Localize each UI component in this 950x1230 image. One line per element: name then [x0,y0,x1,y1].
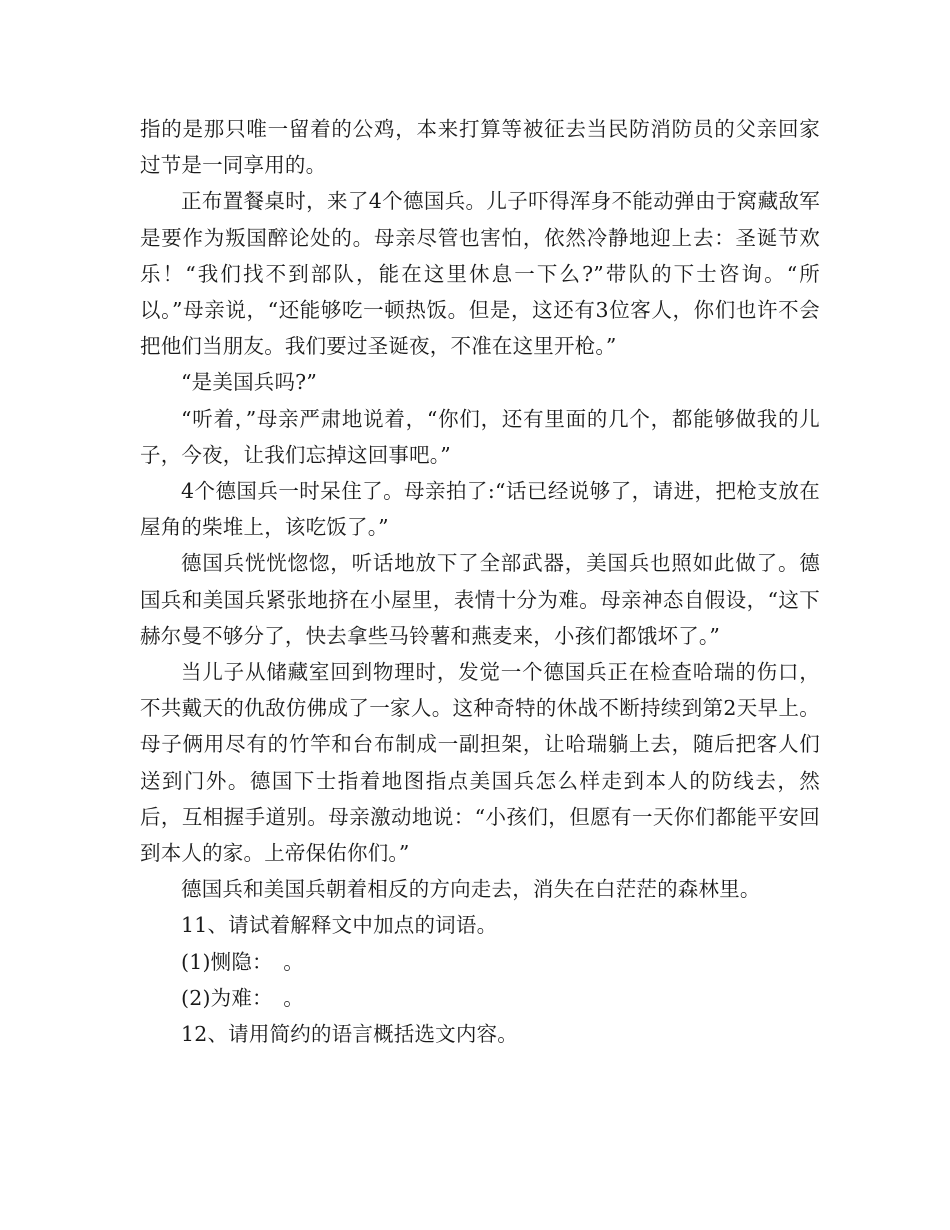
question-11-item-2: (2)为难： 。 [181,985,304,1010]
question-12: 12、请用简约的语言概括选文内容。 [181,1022,518,1047]
paragraph-5: 4个德国兵一时呆住了。母亲拍了:“话已经说够了，请进，把枪支放在屋角的柴堆上，该吃饭了。” [140,479,820,540]
document-body [140,111,820,1052]
paragraph-7: 当儿子从储藏室回到物理时，发觉一个德国兵正在检查哈瑞的伤口，不共戴天的仇敌仿佛成了一家人。这种奇特的休战不断持续到第2天早上。母子俩用尽有的竹竿和台布制成一副担架，让哈瑞躺上去，随后把客人们送到门外。德国下士指着地图指点美国兵怎么样走到本人的防线去，然后，互相握手道别。母亲激动地说：“小孩们，但愿有一天你们都能平安回到本人的家。上帝保佑你们。” [140,660,820,866]
question-11: 11、请试着解释文中加点的词语。 [181,913,498,938]
paragraph-3: “是美国兵吗?” [181,370,318,395]
question-11-item-1: (1)恻隐： 。 [181,949,304,974]
paragraph-6: 德国兵恍恍惚惚，听话地放下了全部武器，美国兵也照如此做了。德国兵和美国兵紧张地挤在小屋里，表情十分为难。母亲神态自假设，“这下赫尔曼不够分了，快去拿些马铃薯和燕麦来，小孩们都饿坏了。” [140,551,820,648]
paragraph-8: 德国兵和美国兵朝着相反的方向走去，消失在白茫茫的森林里。 [181,877,761,902]
paragraph-4: “听着，”母亲严肃地说着，“你们，还有里面的几个，都能够做我的儿子，今夜，让我们忘掉这回事吧。” [140,406,820,467]
paragraph-2: 正布置餐桌时，来了4个德国兵。儿子吓得浑身不能动弹由于窝藏敌军是要作为叛国醉论处的。母亲尽管也害怕，依然冷静地迎上去：圣诞节欢乐！“我们找不到部队，能在这里休息一下么?”带队的下士咨询。“所以。”母亲说，“还能够吃一顿热饭。但是，这还有3位客人，你们也许不会把他们当朋友。我们要过圣诞夜，不准在这里开枪。” [140,189,820,359]
paragraph-1: 指的是那只唯一留着的公鸡，本来打算等被征去当民防消防员的父亲回家过节是一同享用的。 [140,117,820,178]
